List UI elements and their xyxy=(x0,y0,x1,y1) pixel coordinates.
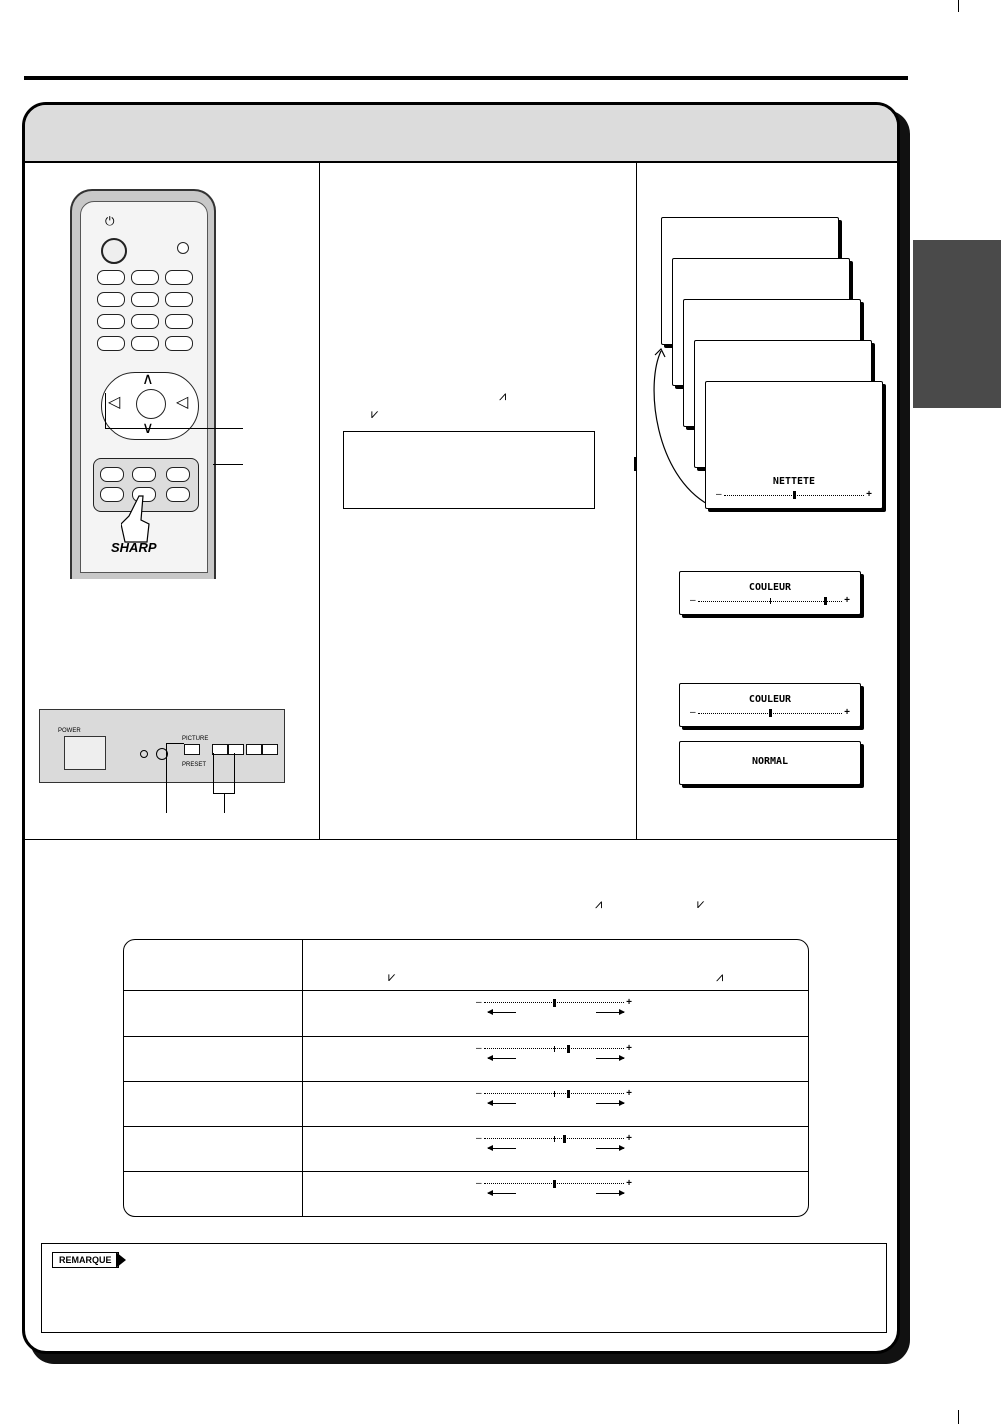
panel-volume-down-button xyxy=(212,744,228,755)
remote-digit-button xyxy=(97,314,125,329)
scale-marker xyxy=(824,597,827,605)
remote-digit-button xyxy=(165,270,193,285)
remote-digit-button xyxy=(131,292,159,307)
callout-line xyxy=(105,428,175,429)
scale-center-tick xyxy=(770,598,771,604)
remote-button xyxy=(132,467,156,482)
scale-center-tick xyxy=(554,1091,555,1097)
panel-preset-label: PRESET xyxy=(182,762,207,768)
osd-scale xyxy=(690,596,850,606)
osd-scale xyxy=(690,708,850,718)
volume-up-icon: ⩘ xyxy=(499,388,507,403)
volume-up-icon: ⩘ xyxy=(716,969,724,984)
osd-status: NORMAL xyxy=(751,756,789,767)
panel-volume-up-button xyxy=(228,744,244,755)
scale-minus-sign: – xyxy=(690,707,696,718)
callout-line xyxy=(224,793,225,813)
column-divider xyxy=(319,161,320,839)
scale-minus-sign: – xyxy=(716,489,722,500)
scale-marker xyxy=(553,999,556,1007)
volume-up-icon: ◁ xyxy=(176,394,189,411)
arrow-right-icon xyxy=(596,1103,624,1104)
remote-dpad xyxy=(101,372,199,440)
scale-minus-sign: – xyxy=(476,1043,482,1054)
osd-color-adjust xyxy=(679,571,861,615)
panel-channel-up-button xyxy=(262,744,278,755)
crop-mark xyxy=(958,0,959,12)
remarque-box xyxy=(41,1243,887,1333)
scale-center-tick xyxy=(554,1136,555,1142)
scale-marker xyxy=(567,1090,570,1098)
callout-line xyxy=(234,753,235,793)
section-divider xyxy=(25,839,897,840)
panel-picture-button xyxy=(184,744,200,755)
remote-flashback-button xyxy=(97,336,125,351)
arrow-right-icon xyxy=(596,1148,624,1149)
arrow-right-icon xyxy=(596,1058,624,1059)
scale-plus-sign: + xyxy=(844,595,850,606)
panel-led xyxy=(140,750,148,758)
scale-marker xyxy=(769,709,772,717)
scale-plus-sign: + xyxy=(626,1133,632,1144)
volume-down-icon: ⩗ xyxy=(371,406,379,421)
arrow-left-icon xyxy=(488,1058,516,1059)
table-row-scale xyxy=(476,998,632,1022)
panel-picture-label: PICTURE xyxy=(182,736,209,742)
table-row-scale xyxy=(476,1134,632,1158)
osd-card xyxy=(705,381,883,509)
callout-line xyxy=(175,428,243,429)
note-box xyxy=(343,431,595,509)
remote-picture-button xyxy=(166,467,190,482)
arrow-left-icon xyxy=(488,1148,516,1149)
callout-line xyxy=(105,393,106,429)
arrow-left-icon xyxy=(488,1103,516,1104)
remote-digit-button xyxy=(131,314,159,329)
remote-led xyxy=(177,242,189,254)
crop-mark xyxy=(958,1410,959,1424)
remote-digit-button xyxy=(165,314,193,329)
connector-mark xyxy=(634,457,637,471)
remote-digit-button xyxy=(131,336,159,351)
osd-label: NETTETE xyxy=(772,476,816,487)
chevron-down-icon xyxy=(142,421,154,437)
arrow-right-icon xyxy=(596,1193,624,1194)
callout-line xyxy=(166,743,167,813)
panel-power-label: POWER xyxy=(58,728,81,734)
power-icon: ⏻ xyxy=(105,214,115,228)
content-frame xyxy=(22,102,900,1354)
section-header xyxy=(25,105,897,163)
scale-plus-sign: + xyxy=(844,707,850,718)
scale-minus-sign: – xyxy=(476,1088,482,1099)
volume-up-icon: ⩘ xyxy=(595,896,603,911)
arrow-right-icon xyxy=(596,1012,624,1013)
osd-normal-status xyxy=(679,741,861,785)
osd-label: COULEUR xyxy=(748,582,792,593)
scale-minus-sign: – xyxy=(476,1178,482,1189)
hand-icon xyxy=(121,494,151,544)
scale-minus-sign: – xyxy=(476,997,482,1008)
scale-marker xyxy=(563,1135,566,1143)
remote-button xyxy=(100,467,124,482)
remarque-tag: REMARQUE xyxy=(52,1252,119,1268)
callout-line xyxy=(213,753,214,793)
remote-digit-button xyxy=(165,292,193,307)
remote-control-illustration xyxy=(70,189,216,579)
osd-label: COULEUR xyxy=(748,694,792,705)
scale-marker xyxy=(793,491,796,499)
chapter-tab xyxy=(913,240,1001,408)
arrow-left-icon xyxy=(488,1193,516,1194)
table-row-scale xyxy=(476,1089,632,1113)
remote-power-button xyxy=(101,238,127,264)
panel-power-button xyxy=(64,736,106,770)
table-row-scale xyxy=(476,1179,632,1203)
volume-down-icon: ⩗ xyxy=(697,896,705,911)
volume-down-icon: ◁ xyxy=(108,394,121,411)
arrow-left-icon xyxy=(488,1012,516,1013)
table-row-scale xyxy=(476,1044,632,1068)
chevron-up-icon: ∧ xyxy=(142,371,154,388)
volume-down-icon: ⩗ xyxy=(388,969,396,984)
callout-line xyxy=(166,743,184,744)
scale-marker xyxy=(567,1045,570,1053)
remote-digit-button xyxy=(97,270,125,285)
remote-brand: SHARP xyxy=(111,540,157,555)
callout-line xyxy=(213,464,243,465)
arrow-right-icon xyxy=(116,1252,126,1268)
scale-minus-sign: – xyxy=(690,595,696,606)
panel-channel-down-button xyxy=(246,744,262,755)
remote-button xyxy=(166,487,190,502)
scale-plus-sign: + xyxy=(626,1043,632,1054)
osd-color-reset xyxy=(679,683,861,727)
scale-plus-sign: + xyxy=(866,489,872,500)
scale-center-tick xyxy=(554,1046,555,1052)
remote-digit-button xyxy=(97,292,125,307)
scale-minus-sign: – xyxy=(476,1133,482,1144)
remote-digit-button xyxy=(131,270,159,285)
scale-plus-sign: + xyxy=(626,1178,632,1189)
column-divider xyxy=(636,161,637,839)
osd-scale xyxy=(716,490,872,500)
scale-marker xyxy=(553,1180,556,1188)
adjustment-table xyxy=(123,939,809,1217)
scale-plus-sign: + xyxy=(626,997,632,1008)
remote-digit-button xyxy=(165,336,193,351)
top-rule xyxy=(24,76,908,80)
scale-plus-sign: + xyxy=(626,1088,632,1099)
tv-front-panel-illustration xyxy=(39,709,285,783)
